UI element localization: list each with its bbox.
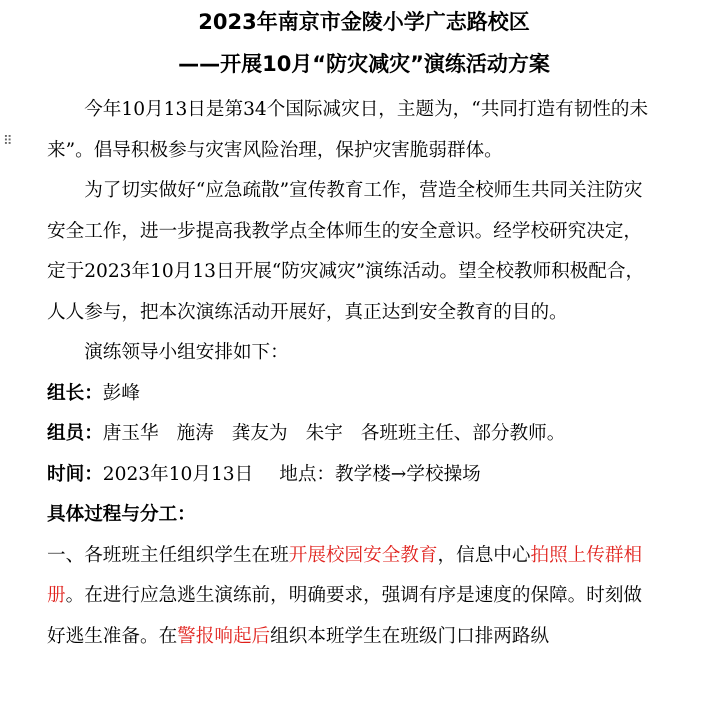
purpose-paragraph: 为了切实做好“应急疏散”宣传教育工作，营造全校师生共同关注防灾安全工作，进一步提高我教学点全体师生的安全意识。经学校研究决定，定于2023年10月13日开展“防灾减灾”演练活动。望全校教师积极配合，人人参与，把本次演练活动开展好，真正达到安全教育的目的。 <box>47 180 645 323</box>
time-label: 时间： <box>47 463 103 485</box>
highlight-text: 开展校园安全教育 <box>288 544 438 566</box>
section-heading: 具体过程与分工： <box>47 504 196 525</box>
intro-paragraph: 今年10月13日是第34个国际减灾日，主题为，“共同打造有韧性的未来”。倡导积极参与灾害风险治理，保护灾害脆弱群体。 <box>47 99 649 161</box>
time-value: 2023年10月13日 <box>102 463 254 485</box>
leader-value: 彭峰 <box>102 382 140 404</box>
members-label: 组员： <box>47 423 103 444</box>
leader-label: 组长： <box>47 382 103 404</box>
step-text: 。在进行应急逃生演练前，明确要求，强调有序是速度的保障。时刻做好逃生准备。在 <box>47 585 643 647</box>
member-name: 朱宇 <box>305 423 343 444</box>
member-name: 龚友为 <box>231 423 288 444</box>
highlight-text: 拍照上传群相册 <box>47 544 643 606</box>
members-line <box>47 414 659 455</box>
document-subtitle: ——开展10月“防灾减灾”演练活动方案 <box>178 52 550 76</box>
step-one-paragraph <box>47 536 659 658</box>
step-text: 组织本班学生在班级门口排两路纵 <box>270 625 550 647</box>
step-text: 一、各班班主任组织学生在班 <box>47 544 289 566</box>
member-name: 唐玉华 <box>102 423 159 444</box>
document-body <box>47 90 659 657</box>
step-text: ，信息中心 <box>437 544 531 566</box>
arrangement-paragraph: 演练领导小组安排如下： <box>84 342 289 363</box>
highlight-text: 警报响起后 <box>177 625 271 647</box>
drag-handle-icon[interactable]: ⠿ <box>3 134 12 149</box>
leader-line <box>47 374 659 415</box>
member-name: 施涛 <box>176 423 214 444</box>
place-label: 地点： <box>279 463 336 485</box>
member-others: 各班班主任、部分教师。 <box>360 423 566 444</box>
place-value: 教学楼→学校操场 <box>335 463 481 485</box>
time-place-line <box>47 455 659 496</box>
document-title: 2023年南京市金陵小学广志路校区 <box>198 10 530 34</box>
